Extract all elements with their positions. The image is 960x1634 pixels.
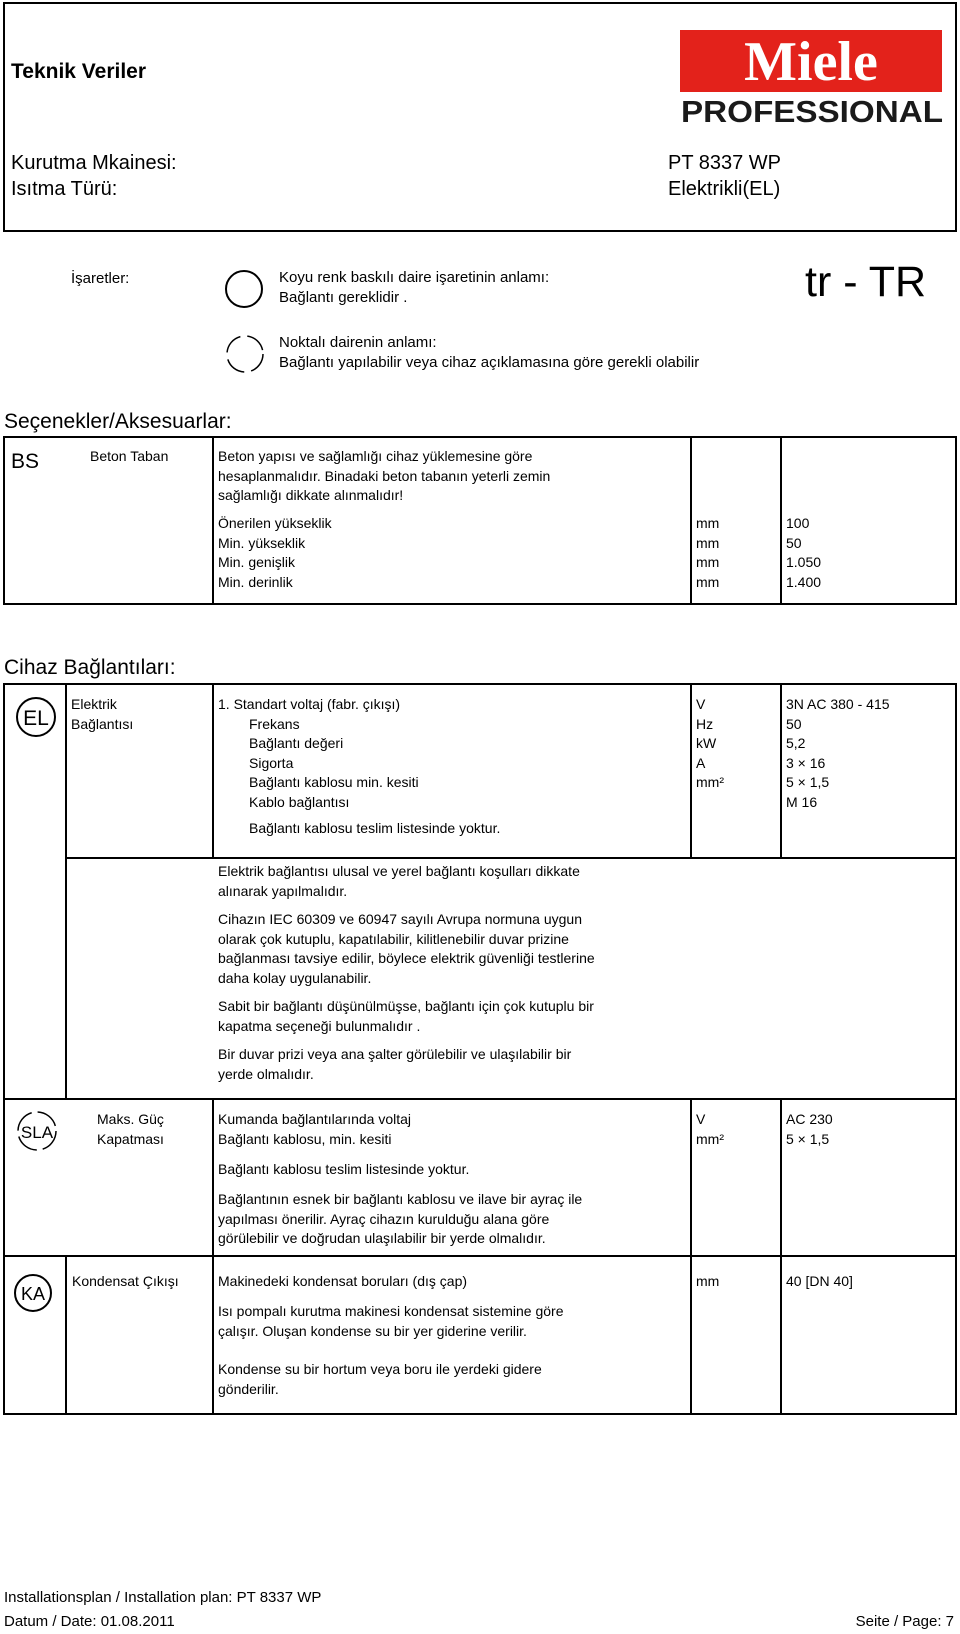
el-note: Bağlantı kablosu teslim listesinde yoktur. <box>249 820 501 836</box>
bs-params: Önerilen yükseklik Min. yükseklik Min. genişlik Min. derinlik <box>218 515 332 590</box>
ka-code: KA <box>20 1284 46 1304</box>
connections-heading: Cihaz Bağlantıları: <box>4 656 176 679</box>
solid-circle-icon <box>223 268 265 310</box>
footer-date: Datum / Date: 01.08.2011 <box>4 1613 175 1630</box>
bs-name: Beton Taban <box>90 448 169 464</box>
heating-value: Elektrikli(EL) <box>668 178 781 200</box>
header-labels <box>11 150 177 202</box>
page-title: Teknik Veriler <box>11 60 147 83</box>
el-notes: Elektrik bağlantısı ulusal ve yerel bağlantı koşulları dikkate alınarak yapılmalıdır. Cihazın IEC 60309 ve 60947 sayılı Avrupa normuna uygun olarak çok kutuplu, kapatılabilir, kilitlenebilir duvar prizine bağlanması tavsiye edilir, böylece elektrik güvenliği testlerine daha kolay uygulanabilir. Sabit bir bağlantı düşünülmüşse, bağlantı için çok kutuplu bir kapatma seçeneği bulunmalıdır . Bir duvar prizi veya ana şalter görülebilir ve ulaşılabilir bir yerde olmalıdır. <box>218 863 595 1082</box>
el-name: Elektrik Bağlantısı <box>71 696 134 732</box>
ka-unit: mm <box>696 1273 720 1289</box>
ka-value: 40 [DN 40] <box>786 1273 853 1289</box>
el-values: 3N AC 380 - 415 50 5,2 3 × 16 5 × 1,5 M 16 <box>786 696 890 810</box>
model-value: PT 8337 WP <box>668 152 782 174</box>
sla-notes: Bağlantının esnek bir bağlantı kablosu ve ilave bir ayraç ile yapılması önerilir. Ayraç cihazın kurulduğu alana göre görülebilir ve doğrudan ulaşılabilir bir yerde olmalıdır. <box>218 1191 583 1246</box>
sla-params: Kumanda bağlantılarında voltaj Bağlantı kablosu, min. kesiti <box>218 1111 412 1147</box>
bs-units: mm mm mm mm <box>696 515 720 590</box>
ka-solid-circle-icon <box>11 1271 55 1315</box>
el-solid-circle-icon <box>14 695 58 739</box>
sla-dotted-circle-icon <box>14 1108 60 1154</box>
bs-values: 100 50 1.050 1.400 <box>786 515 822 590</box>
sla-note: Bağlantı kablosu teslim listesinde yoktur. <box>218 1161 470 1177</box>
solid-marker-text: Koyu renk baskılı daire işaretinin anlamı: Bağlantı gereklidir . <box>279 269 550 306</box>
language-code: tr - TR <box>805 258 927 306</box>
header-values <box>668 150 781 202</box>
el-code: EL <box>23 707 49 730</box>
ka-param: Makinedeki kondensat boruları (dış çap) <box>218 1273 468 1289</box>
el-units: V Hz kW A mm² <box>696 696 724 790</box>
sla-units: V mm² <box>696 1111 724 1147</box>
markers-label: İşaretler: <box>71 270 130 287</box>
logo-sub-text: PROFESSIONAL <box>681 94 943 128</box>
sla-code: SLA <box>20 1123 54 1142</box>
bs-code: BS <box>11 450 40 473</box>
logo-text: Miele <box>744 31 878 92</box>
dotted-marker-text: Noktalı dairenin anlamı: Bağlantı yapılabilir veya cihaz açıklamasına göre gerekli olabilir <box>279 334 700 371</box>
el-params: 1. Standart voltaj (fabr. çıkışı) Frekans Bağlantı değeri Sigorta Bağlantı kablosu min. kesiti Kablo bağlantısı <box>218 696 419 810</box>
footer-page: Seite / Page: 7 <box>855 1613 954 1630</box>
ka-name: Kondensat Çıkışı <box>72 1273 179 1289</box>
heating-label: Isıtma Türü: <box>11 178 118 200</box>
professional-logo <box>676 92 948 128</box>
ka-notes: Isı pompalı kurutma makinesi kondensat sistemine göre çalışır. Oluşan kondense su bir yer giderine verilir. Kondense su bir hortum veya boru ile yerdeki gidere gönderilir. <box>218 1303 564 1397</box>
miele-logo <box>680 30 942 92</box>
dotted-circle-icon <box>223 332 267 376</box>
bs-description: Beton yapısı ve sağlamlığı cihaz yüklemesine göre hesaplanmalıdır. Binadaki beton tabanın yeterli zemin sağlamlığı dikkate alınmalıdır! <box>218 448 551 503</box>
sla-name: Maks. Güç Kapatması <box>97 1111 164 1147</box>
sla-values: AC 230 5 × 1,5 <box>786 1111 833 1147</box>
footer-plan: Installationsplan / Installation plan: PT 8337 WP <box>4 1589 322 1606</box>
options-heading: Seçenekler/Aksesuarlar: <box>4 410 232 433</box>
machine-label: Kurutma Mkainesi: <box>11 152 177 174</box>
